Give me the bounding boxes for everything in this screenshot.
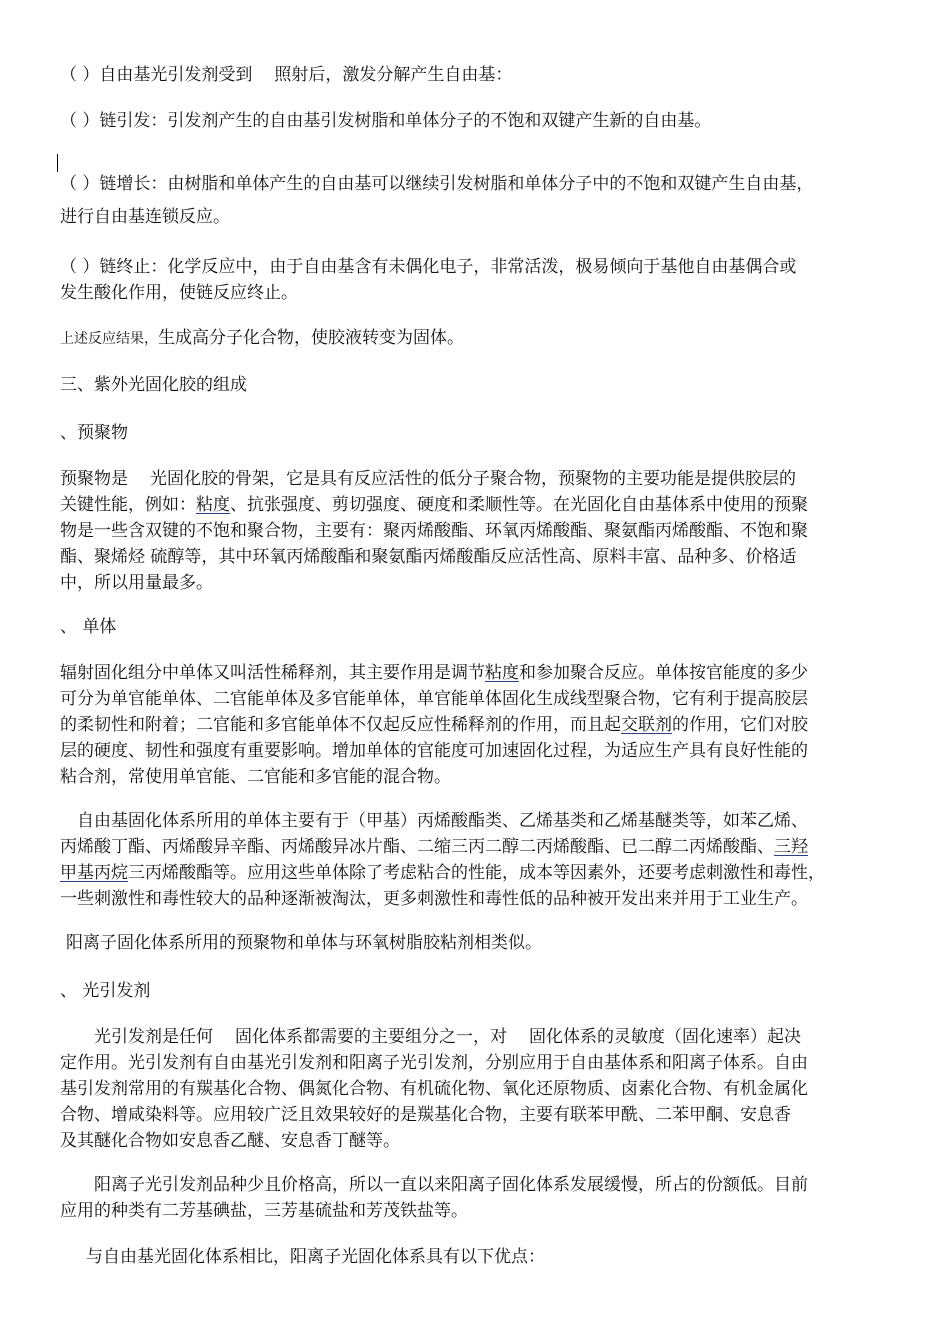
paragraph-free-radical-monomers-line1 [77,808,808,834]
text: 和参加聚合反应。单体按官能度的多少 [519,663,808,683]
trimethylolpropane-link-cont[interactable]: 甲基丙烷 [60,863,128,883]
text: 应用的种类有二芳基碘盐，三芳基硫盐和芳茂铁盐等。 [60,1201,468,1221]
text: 阳离子光引发剂品种少且价格高，所以一直以来阳离子固化体系发展缓慢，所占的份额低。目前 [94,1175,808,1195]
crosslinker-link[interactable]: 交联剂 [621,715,672,735]
document-page [60,0,894,1344]
text: 可分为单官能单体、二官能单体及多官能单体，单官能单体固化生成线型聚合物，它有利于提高胶层 [60,689,808,709]
paragraph-prepolymer-line4 [60,544,894,570]
paragraph-free-radical-monomers-line3 [60,860,894,886]
paragraph-photoinitiator-line5 [60,1128,400,1154]
text: 中，所以用量最多。 [60,573,213,593]
text: 的柔韧性和附着；二官能和多官能单体不仅起反应性稀释剂的作用，而且起 [60,715,621,735]
text: （ ）链终止：化学反应中，由于自由基含有未偶化电子，非常活泼，极易倾向于基他自由基偶合或 [60,257,797,277]
paragraph-cationic-advantages [86,1244,545,1270]
text: 上述反应结果， [60,331,158,347]
text: 关键性能，例如： [60,495,196,515]
paragraph-monomer-line2 [60,686,894,712]
paragraph-photoinitiator-line4 [60,1102,894,1128]
paragraph-prepolymer-line3 [60,518,894,544]
text: 、 光引发剂 [60,981,151,1001]
paragraph-cationic-similar [66,930,542,956]
text: 辐射固化组分中单体又叫活性稀释剂，其主要作用是调节 [60,663,485,683]
paragraph-monomer-line3 [60,712,894,738]
text: 自由基固化体系所用的单体主要有于（甲基）丙烯酸酯类、乙烯基类和乙烯基醚类等，如苯乙烯、 [77,811,808,831]
paragraph-photoinitiator-line2 [60,1050,894,1076]
paragraph-reaction-result [60,325,464,352]
paragraph-chain-growth-line1 [60,171,894,197]
text: 、预聚物 [60,423,128,443]
paragraph-monomer-line5 [60,764,451,790]
paragraph-chain-initiation [60,108,711,134]
text: 酯、聚烯烃 硫醇等，其中环氧丙烯酸酯和聚氨酯丙烯酸酯反应活性高、原料丰富、品种多、价格适 [60,547,797,567]
subheading-monomer [60,614,116,640]
text: 阳离子固化体系所用的预聚物和单体与环氧树脂胶粘剂相类似。 [66,933,542,953]
paragraph-chain-termination-line1 [60,254,894,280]
text-cursor [57,154,58,172]
text: 与自由基光固化体系相比，阳离子光固化体系具有以下优点： [86,1247,545,1267]
text: 、 单体 [60,617,117,637]
paragraph-free-radical-monomers-line2 [60,834,894,860]
paragraph-free-radical-monomers-line4 [60,886,894,912]
text: 进行自由基连锁反应。 [60,207,230,227]
paragraph-monomer-line1 [60,660,894,686]
text: 一些刺激性和毒性较大的品种逐渐被淘汰，更多刺激性和毒性低的品种被开发出来并用于工业生产。 [60,889,808,909]
text: 固化体系都需要的主要组分之一，对 [235,1027,507,1047]
text: 粘合剂，常使用单官能、二官能和多官能的混合物。 [60,767,451,787]
text: （ ）链引发：引发剂产生的自由基引发树脂和单体分子的不饱和双键产生新的自由基。 [60,111,712,131]
paragraph-free-radical-initiator [60,62,512,88]
paragraph-prepolymer-line5 [60,570,213,596]
section-heading-composition [60,372,247,398]
text: 发生酸化作用，使链反应终止。 [60,283,298,303]
subheading-photoinitiator [60,978,150,1004]
text: （ ）自由基光引发剂受到 [60,65,253,85]
viscosity-link[interactable]: 粘度 [196,495,230,515]
text: 及其醚化合物如安息香乙醚、安息香丁醚等。 [60,1131,400,1151]
paragraph-monomer-line4 [60,738,894,764]
text: （ ）链增长：由树脂和单体产生的自由基可以继续引发树脂和单体分子中的不饱和双键产生自由基， [60,174,814,194]
text: 固化体系的灵敏度（固化速率）起决 [529,1027,801,1047]
text: 的作用，它们对胶 [672,715,808,735]
subheading-prepolymer [60,420,128,446]
text: 光固化胶的骨架，它是具有反应活性的低分子聚合物，预聚物的主要功能是提供胶层的 [150,469,796,489]
text: 生成高分子化合物，使胶液转变为固体。 [158,328,464,348]
viscosity-link[interactable]: 粘度 [485,663,519,683]
text: 光引发剂是任何 [94,1027,213,1047]
text: 定作用。光引发剂有自由基光引发剂和阳离子光引发剂，分别应用于自由基体系和阳离子体系。自由 [60,1053,808,1073]
text: 照射后，激发分解产生自由基： [274,65,513,85]
trimethylolpropane-link[interactable]: 三羟 [774,837,808,857]
paragraph-prepolymer-line2 [60,492,894,518]
paragraph-chain-termination-line2 [60,280,298,306]
paragraph-photoinitiator-line3 [60,1076,894,1102]
paragraph-chain-growth-line2 [60,204,230,230]
text: 物是一些含双键的不饱和聚合物，主要有：聚丙烯酸酯、环氧丙烯酸酯、聚氨酯丙烯酸酯、不饱和聚 [60,521,808,541]
paragraph-prepolymer-line1 [60,466,894,492]
text: 层的硬度、韧性和强度有重要影响。增加单体的官能度可加速固化过程，为适应生产具有良好性能的 [60,741,808,761]
paragraph-cationic-initiator-line2 [60,1198,468,1224]
text: 预聚物是 [60,469,128,489]
text: 合物、增咸染料等。应用较广泛且效果较好的是羰基化合物，主要有联苯甲酰、二苯甲酮、安息香 [60,1105,791,1125]
text: 基引发剂常用的有羰基化合物、偶氮化合物、有机硫化物、氧化还原物质、卤素化合物、有机金属化 [60,1079,808,1099]
text: 丙烯酸丁酯、丙烯酸异辛酯、丙烯酸异冰片酯、二缩三丙二醇二丙烯酸酯、已二醇二丙烯酸酯、 [60,837,774,857]
text: 三丙烯酸酯等。应用这些单体除了考虑粘合的性能，成本等因素外，还要考虑刺激性和毒性， [128,863,825,883]
paragraph-photoinitiator-line1 [94,1024,894,1050]
paragraph-cationic-initiator-line1 [94,1172,894,1198]
text: 三、紫外光固化胶的组成 [60,375,247,395]
text: 、抗张强度、剪切强度、硬度和柔顺性等。在光固化自由基体系中使用的预聚 [230,495,808,515]
